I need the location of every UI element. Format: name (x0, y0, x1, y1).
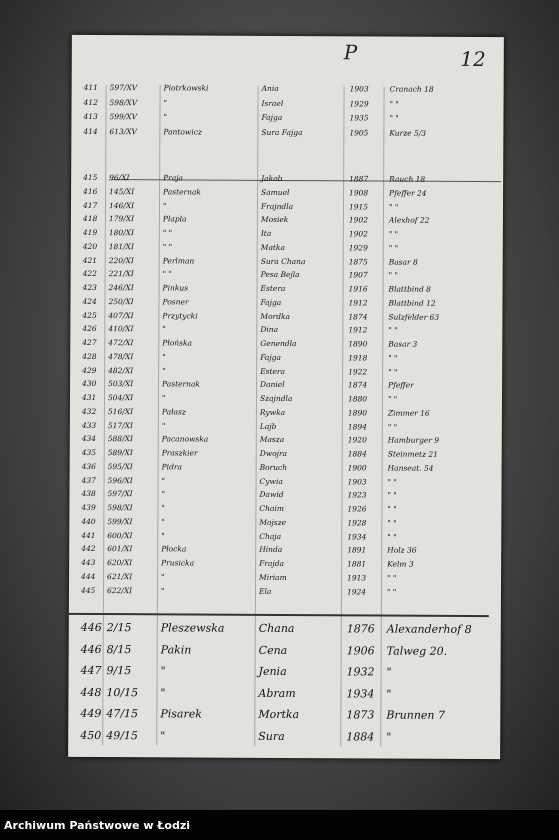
cell-year: 1908 (349, 188, 369, 198)
cell-first: Sura (258, 729, 285, 743)
table-row (71, 97, 501, 112)
cell-address: " " (387, 394, 398, 404)
table-row (71, 283, 501, 298)
table-row (70, 462, 500, 477)
cell-surname: " (163, 97, 168, 107)
cell-surname: " (160, 728, 166, 742)
table-row (72, 83, 502, 98)
cell-surname: " (162, 352, 166, 362)
cell-no: 412 (83, 97, 98, 107)
cell-ref: 601/XI (107, 544, 133, 554)
table-row (70, 379, 500, 394)
table-row (69, 544, 499, 559)
cell-ref: 250/XI (108, 296, 134, 306)
cell-surname: Pasternak (163, 187, 202, 197)
cell-first: Sura Fajga (261, 127, 303, 137)
cell-no: 437 (81, 475, 96, 485)
cell-year: 1928 (347, 518, 367, 528)
table-row (69, 572, 499, 587)
cell-no: 429 (82, 365, 97, 375)
table-row (71, 255, 501, 270)
cell-year: 1874 (348, 380, 368, 390)
cell-address: " (386, 730, 392, 744)
cell-no: 443 (81, 557, 96, 568)
cell-ref: 246/XI (108, 283, 134, 293)
cell-no: 414 (83, 126, 98, 136)
cell-ref: 595/XI (107, 461, 133, 471)
cell-no: 425 (82, 310, 97, 320)
cell-year: 1890 (348, 339, 368, 349)
cell-surname: " (161, 489, 165, 499)
cell-address: " " (387, 477, 397, 487)
cell-ref: 613/XV (109, 126, 138, 136)
table-row (70, 297, 500, 312)
cell-no: 427 (82, 337, 97, 348)
cell-ref: 503/XI (108, 379, 134, 389)
cell-surname: " (163, 112, 167, 122)
cell-year: 1907 (348, 270, 368, 280)
cell-first: Frajda (259, 558, 285, 568)
cell-year: 1926 (347, 504, 367, 514)
cell-first: Hinda (259, 545, 283, 555)
cell-address: Alexhof 22 (388, 215, 430, 225)
cell-ref: 181/XI (108, 241, 134, 251)
cell-year: 1874 (348, 311, 368, 321)
cell-address: Sulzfelder 63 (388, 312, 440, 322)
cell-no: 430 (82, 379, 97, 389)
cell-no: 421 (82, 255, 98, 265)
cell-no: 447 (80, 663, 102, 678)
cell-no: 413 (83, 111, 98, 122)
cell-first: Fajga (260, 297, 282, 307)
cell-year: 1894 (347, 421, 367, 431)
cell-surname: " " (162, 269, 172, 279)
cell-no: 423 (82, 282, 97, 293)
table-row (70, 475, 500, 490)
cell-surname: " (161, 503, 165, 513)
cell-address: " " (387, 573, 397, 583)
table-row (70, 365, 500, 380)
cell-first: Ela (258, 586, 272, 596)
cell-address: " " (386, 587, 397, 597)
cell-year: 1900 (347, 463, 367, 473)
table-row (70, 407, 500, 422)
cell-ref: 407/XI (108, 310, 134, 320)
cell-year: 1875 (348, 256, 368, 266)
cell-first: Lajb (259, 421, 277, 431)
header-letter: P (343, 40, 358, 65)
cell-year: 1918 (348, 353, 368, 363)
cell-no: 431 (81, 392, 97, 403)
cell-first: Boruch (259, 462, 288, 472)
table-row (69, 585, 499, 600)
cell-address: Kelm 3 (387, 559, 414, 569)
cell-ref: 179/XI (108, 214, 135, 224)
cell-address: Brunnen 7 (386, 708, 446, 722)
cell-ref: 49/15 (106, 728, 138, 742)
cell-ref: 599/XV (109, 112, 138, 122)
table-row (69, 489, 499, 504)
table-row (70, 393, 500, 408)
cell-ref: 221/XI (108, 269, 134, 279)
table-row (70, 352, 500, 367)
cell-surname: " (162, 200, 167, 210)
cell-no: 419 (82, 227, 98, 238)
cell-address: " " (387, 532, 397, 542)
table-row (70, 448, 500, 463)
cell-first: Cena (258, 643, 288, 657)
cell-address: " " (387, 490, 397, 500)
table-row (68, 664, 498, 688)
cell-first: Dina (260, 325, 279, 335)
table-row (69, 517, 499, 532)
table-row (71, 228, 501, 243)
cell-ref: 180/XI (108, 228, 135, 238)
cell-first: Daniel (260, 380, 285, 390)
cell-ref: 620/XI (107, 558, 133, 568)
cell-no: 445 (80, 585, 96, 595)
cell-surname: " (160, 585, 165, 595)
cell-address: Blattbind 8 (388, 284, 431, 294)
cell-first: Chaim (259, 503, 285, 513)
table-row (71, 214, 501, 229)
cell-no: 446 (80, 642, 102, 656)
cell-surname: " (161, 420, 166, 430)
cell-no: 426 (82, 324, 97, 334)
cell-address: Rauch 18 (389, 174, 426, 184)
cell-first: Frajndla (260, 201, 294, 211)
cell-surname: " (161, 530, 165, 540)
cell-address: Basar 3 (388, 339, 418, 349)
table-row (71, 269, 501, 284)
cell-address: " " (388, 353, 398, 363)
cell-no: 428 (82, 351, 97, 361)
cell-first: Chana (258, 621, 295, 636)
cell-address: " " (387, 504, 397, 514)
table-row (70, 434, 500, 449)
cell-address: " " (388, 243, 399, 253)
cell-ref: 622/XI (106, 585, 133, 595)
table-row (71, 126, 501, 141)
cell-surname: " (161, 393, 166, 403)
cell-ref: 10/15 (106, 685, 139, 699)
cell-address: Pfeffer 24 (389, 188, 427, 198)
cell-no: 439 (81, 502, 96, 513)
cell-year: 1890 (347, 408, 368, 418)
table-row (70, 338, 500, 353)
table-row (69, 503, 499, 518)
cell-surname: Perlman (162, 255, 195, 266)
cell-no: 441 (81, 530, 96, 540)
cell-no: 448 (80, 685, 102, 699)
cell-year: 1920 (347, 435, 367, 445)
cell-no: 436 (81, 461, 96, 471)
cell-first: Rywka (259, 407, 286, 417)
cell-year: 1912 (348, 298, 368, 308)
cell-no: 446 (80, 620, 102, 635)
cell-first: Mojsze (259, 517, 287, 527)
cell-year: 1906 (346, 643, 375, 657)
cell-first: Cywia (259, 476, 283, 486)
cell-surname: Posner (162, 297, 189, 307)
cell-first: Dwojra (259, 448, 288, 459)
table-row (71, 242, 501, 257)
cell-no: 440 (81, 516, 96, 526)
cell-surname: Pinkus (162, 283, 189, 293)
cell-year: 1880 (347, 394, 368, 404)
cell-surname: Pakin (160, 642, 192, 657)
cell-surname: " (160, 685, 166, 699)
cell-year: 1884 (346, 729, 375, 743)
cell-year: 1902 (348, 215, 369, 225)
page-number: 12 (460, 46, 486, 72)
cell-first: Abram (258, 686, 296, 700)
table-row (71, 112, 501, 127)
section-divider (69, 613, 489, 617)
cell-year: 1923 (347, 490, 367, 500)
cell-year: 1916 (348, 284, 368, 294)
cell-first: Israel (261, 98, 284, 108)
cell-no: 432 (81, 406, 97, 416)
cell-surname: " " (162, 242, 173, 252)
cell-address: Zimmer 16 (387, 408, 430, 418)
cell-no: 416 (83, 186, 98, 196)
table-row (71, 200, 501, 215)
cell-ref: 478/XI (108, 351, 134, 361)
cell-ref: 621/XI (107, 571, 133, 581)
table-row (71, 173, 501, 188)
cell-ref: 589/XI (107, 448, 133, 458)
cell-year: 1915 (348, 201, 369, 211)
cell-first: Jenia (258, 664, 287, 679)
cell-surname: Pacanowska (161, 434, 209, 444)
cell-first: Genendla (260, 338, 297, 349)
cell-ref: 482/XI (108, 365, 134, 375)
cell-surname: Pałasz (161, 407, 186, 417)
cell-no: 417 (82, 200, 98, 210)
cell-first: Mordka (260, 311, 291, 321)
document-sheet (68, 35, 504, 759)
cell-address: Steinmetz 21 (387, 449, 438, 459)
cell-surname: Pleszewska (160, 621, 225, 635)
cell-address: " " (387, 422, 398, 432)
cell-first: Samuel (261, 187, 290, 197)
cell-no: 424 (82, 296, 97, 306)
cell-year: 1902 (348, 229, 368, 239)
cell-surname: " " (162, 228, 173, 238)
cell-address: " (386, 665, 392, 679)
cell-year: 1934 (346, 686, 375, 700)
cell-year: 1929 (349, 98, 369, 108)
cell-year: 1881 (347, 559, 367, 569)
cell-address: " " (388, 367, 398, 377)
cell-no: 442 (81, 544, 96, 554)
cell-ref: 96/XI (109, 173, 130, 183)
cell-address: " " (387, 518, 397, 528)
cell-year: 1924 (346, 586, 367, 596)
cell-no: 438 (81, 489, 96, 499)
cell-no: 422 (82, 269, 97, 279)
cell-year: 1932 (346, 665, 375, 679)
cell-address: Hanseat. 54 (387, 463, 434, 473)
cell-surname: Piotrkowski (163, 83, 209, 93)
cell-ref: 8/15 (106, 642, 132, 656)
cell-ref: 472/XI (108, 338, 134, 348)
cell-ref: 597/XV (109, 83, 138, 93)
cell-first: Estera (260, 366, 286, 376)
cell-year: 1887 (349, 174, 369, 184)
cell-ref: 504/XI (107, 393, 134, 403)
cell-first: Chaja (259, 531, 282, 541)
cell-year: 1873 (346, 708, 375, 722)
cell-no: 434 (81, 434, 97, 444)
cell-address: " " (388, 202, 399, 212)
table-row (70, 310, 500, 325)
cell-first: Dawid (259, 490, 284, 500)
cell-surname: Plapla (162, 214, 187, 224)
cell-first: Matka (260, 242, 285, 252)
cell-surname: " (162, 365, 166, 375)
cell-first: Jakob (261, 173, 283, 183)
cell-no: 450 (80, 728, 102, 742)
cell-address: Alexanderhof 8 (386, 622, 472, 636)
cell-surname: " (161, 475, 166, 485)
cell-year: 1903 (349, 84, 369, 94)
cell-first: Ania (261, 83, 279, 93)
cell-first: Pesa Bejla (260, 270, 300, 280)
cell-address: Talweg 20. (386, 644, 448, 658)
cell-year: 1913 (347, 573, 367, 583)
cell-first: Miriam (259, 572, 287, 582)
cell-ref: 600/XI (107, 530, 133, 540)
table-row (69, 530, 499, 545)
cell-first: Ita (260, 228, 272, 238)
table-row (70, 420, 500, 435)
cell-year: 1876 (346, 622, 375, 636)
cell-surname: Praszkier (161, 448, 198, 458)
cell-surname: Płocka (161, 544, 187, 554)
cell-address: Kurze 5/3 (389, 128, 427, 138)
cell-no: 418 (82, 214, 98, 224)
cell-address: " " (389, 113, 399, 123)
cell-ref: 588/XI (107, 434, 133, 444)
cell-ref: 516/XI (107, 406, 134, 416)
cell-address: " " (389, 99, 399, 109)
cell-no: 435 (81, 447, 97, 458)
cell-no: 444 (81, 571, 96, 581)
cell-ref: 9/15 (106, 664, 132, 678)
cell-address: Hamburger 9 (387, 435, 440, 446)
cell-year: 1934 (347, 531, 367, 541)
table-row (68, 728, 498, 752)
cell-no: 411 (83, 82, 98, 93)
cell-address: Pfeffer (388, 380, 414, 390)
cell-surname: Praja (163, 173, 184, 183)
cell-ref: 2/15 (106, 621, 132, 635)
cell-address: " " (388, 325, 398, 335)
cell-address: Blattbind 12 (388, 298, 436, 308)
cell-year: 1884 (347, 449, 367, 459)
cell-no: 433 (81, 420, 97, 430)
cell-first: Mortka (258, 707, 300, 722)
cell-ref: 597/XI (107, 489, 133, 499)
cell-year: 1912 (348, 325, 368, 335)
table-row (69, 558, 499, 573)
cell-ref: 517/XI (107, 420, 134, 430)
cell-ref: 598/XV (109, 97, 138, 107)
cell-year: 1922 (348, 366, 368, 376)
cell-address: Basar 8 (388, 257, 418, 267)
table-row (68, 685, 498, 709)
cell-year: 1891 (347, 545, 367, 555)
cell-surname: Pasternak (162, 379, 201, 389)
cell-no: 415 (83, 172, 98, 183)
cell-year: 1903 (347, 476, 367, 486)
cell-ref: 598/XI (107, 503, 133, 513)
cell-address: " " (388, 270, 398, 280)
cell-address: Cranach 18 (389, 84, 434, 94)
cell-first: Szajndla (259, 393, 293, 404)
cell-first: Masza (259, 435, 285, 445)
cell-ref: 599/XI (107, 516, 133, 526)
cell-year: 1929 (348, 243, 368, 253)
archive-footer (0, 810, 559, 840)
cell-surname: " (160, 664, 166, 678)
cell-no: 420 (82, 241, 98, 251)
cell-surname: Płońska (162, 338, 193, 348)
cell-no: 449 (80, 706, 102, 721)
cell-ref: 47/15 (106, 707, 139, 721)
cell-address: " (386, 687, 392, 701)
cell-surname: Pidra (161, 462, 182, 472)
table-row (71, 187, 501, 202)
cell-address: " " (388, 229, 399, 239)
cell-surname: Prusicka (161, 558, 195, 568)
cell-surname: Pantowicz (163, 126, 202, 137)
cell-first: Estera (260, 283, 286, 293)
cell-surname: Pisarek (160, 707, 202, 721)
archive-name: Archiwum Państwowe w Łodzi (4, 819, 191, 832)
cell-surname: Przytycki (162, 310, 198, 321)
cell-ref: 596/XI (107, 475, 133, 485)
cell-ref: 220/XI (108, 255, 134, 265)
table-row (69, 621, 499, 645)
cell-ref: 146/XI (108, 200, 135, 210)
table-row (70, 324, 500, 339)
table-row (68, 707, 498, 731)
cell-ref: 145/XI (109, 186, 135, 196)
table-row (69, 642, 499, 666)
cell-first: Fajga (261, 112, 283, 122)
cell-surname: " (162, 324, 166, 334)
cell-address: Holz 36 (387, 545, 417, 555)
cell-ref: 410/XI (108, 324, 134, 334)
cell-first: Sura Chana (260, 256, 306, 266)
cell-first: Fajga (260, 352, 281, 362)
cell-surname: " (161, 572, 165, 582)
cell-first: Mosiek (260, 215, 289, 225)
cell-surname: " (161, 517, 165, 527)
cell-year: 1905 (349, 127, 369, 137)
cell-year: 1935 (349, 113, 369, 123)
